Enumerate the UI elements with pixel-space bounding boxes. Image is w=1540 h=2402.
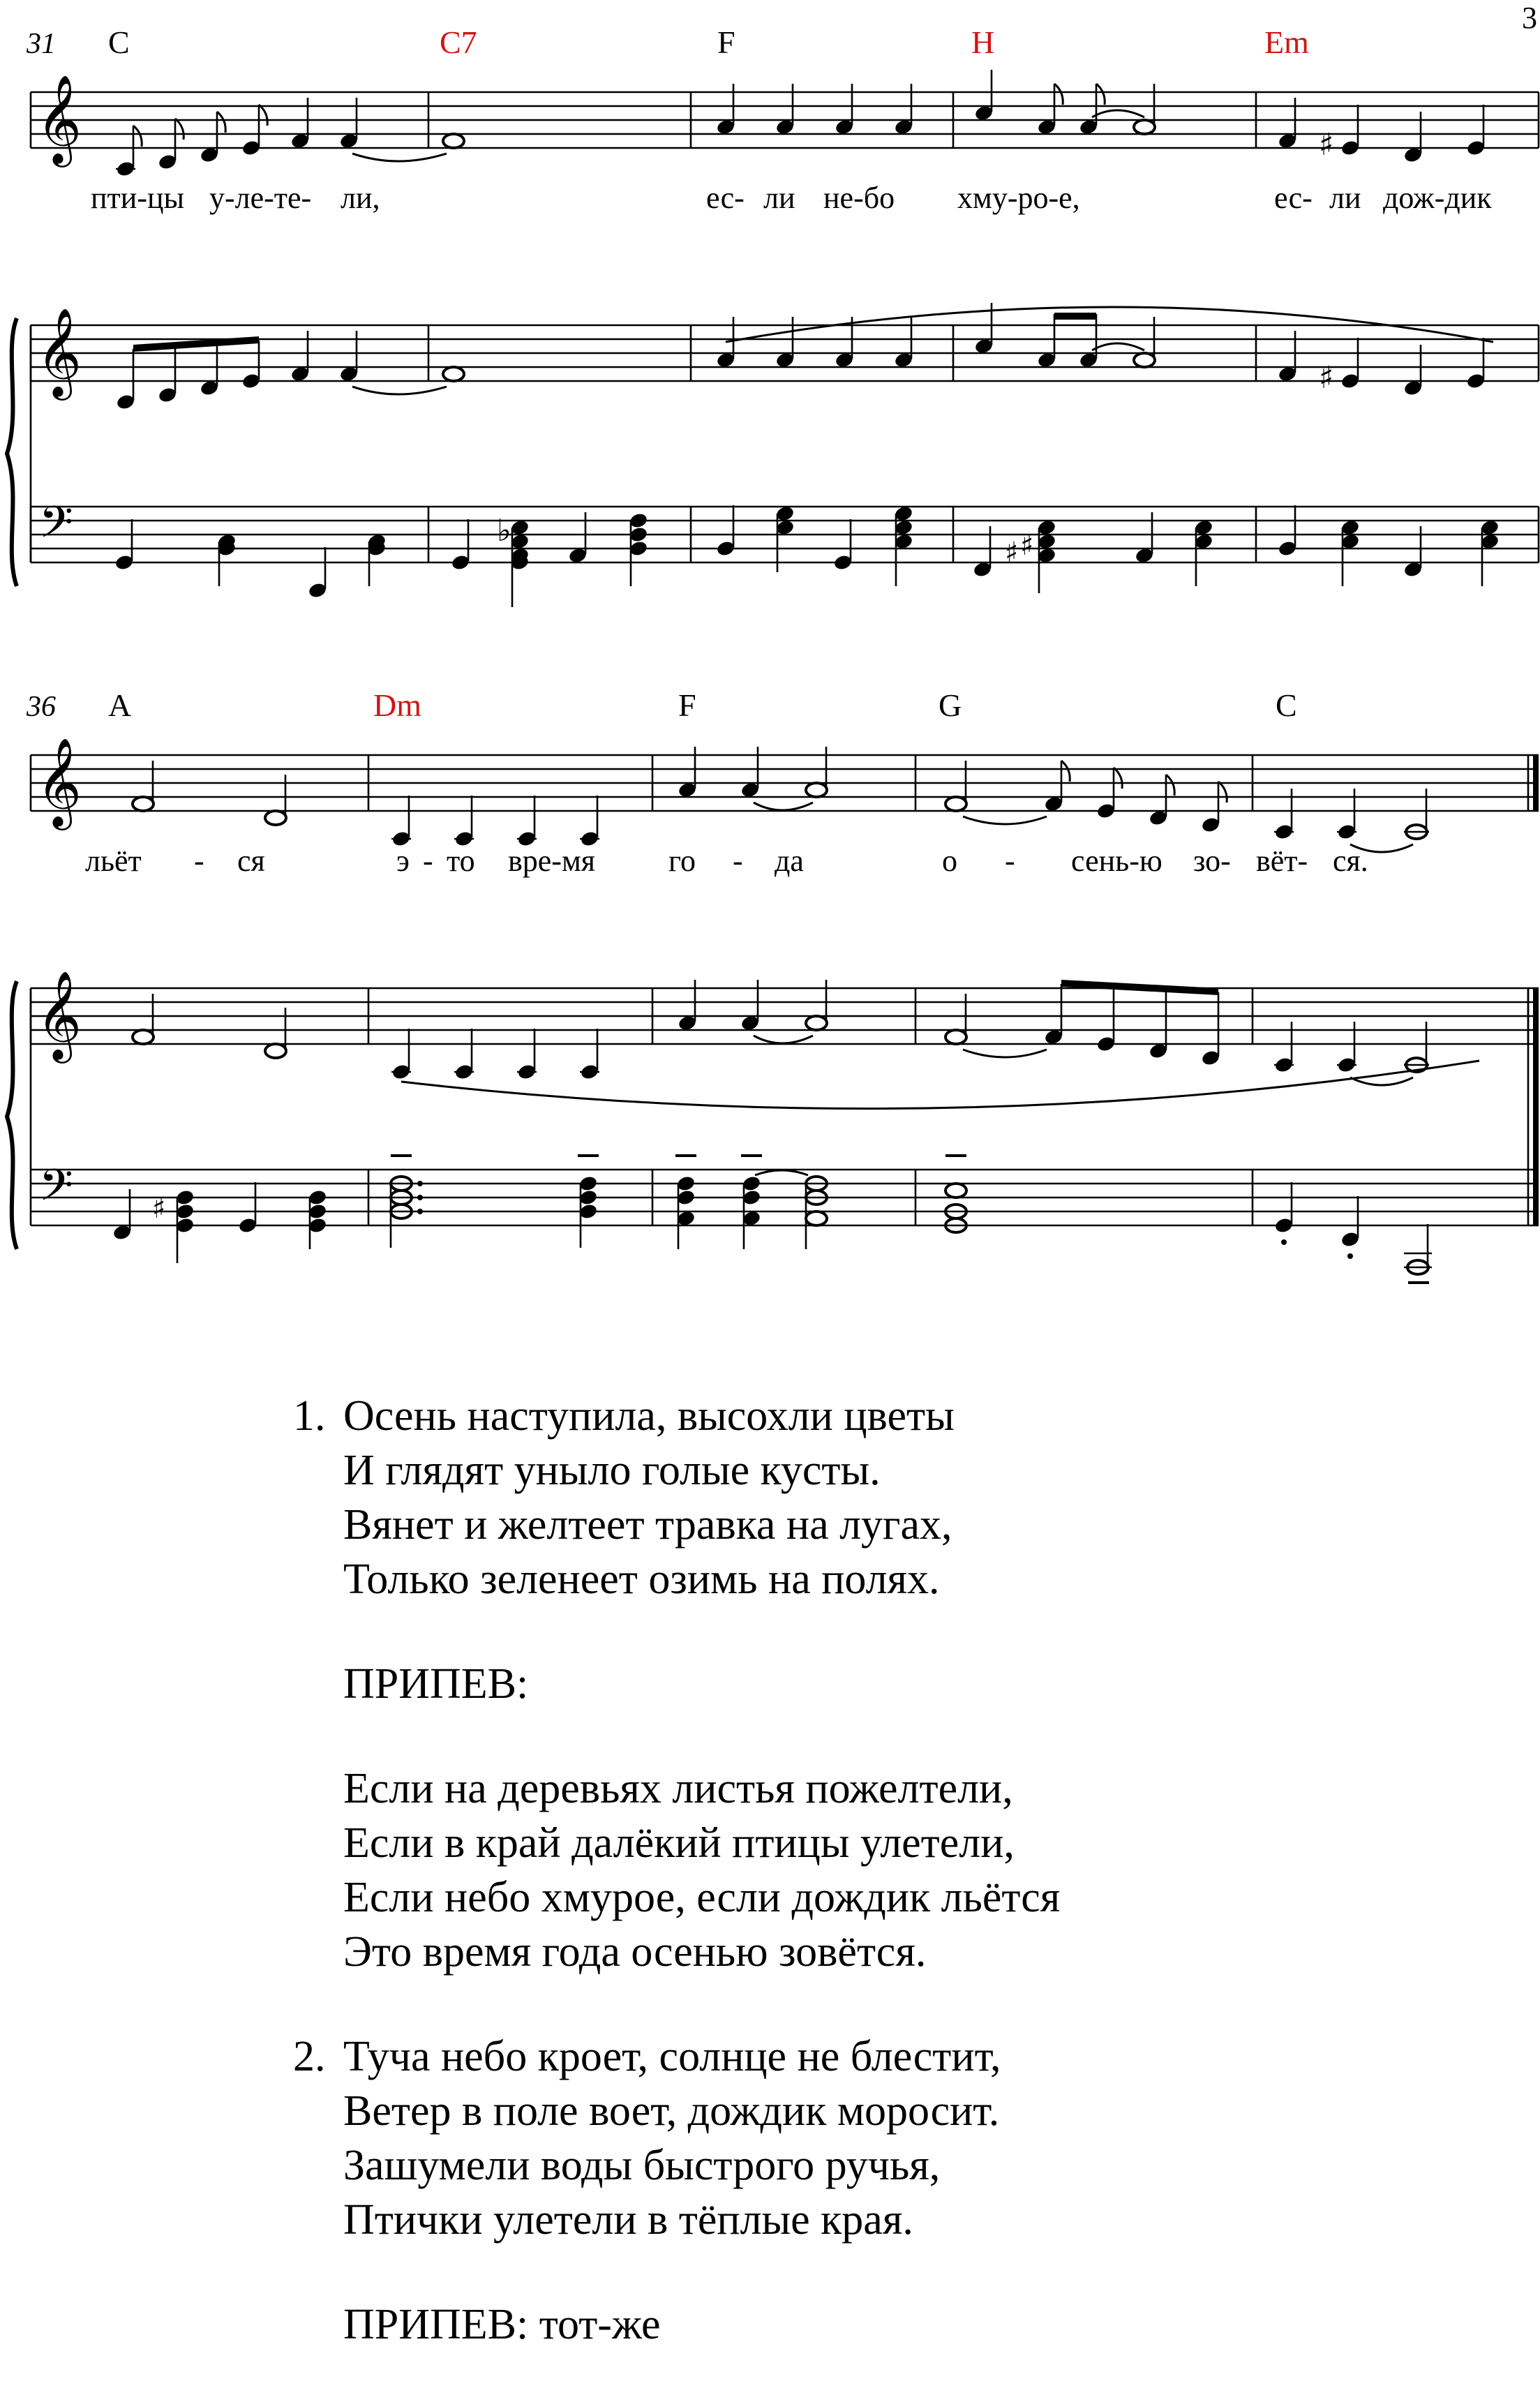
- svg-text:♯: ♯: [1005, 537, 1019, 569]
- lyric-syllable: -: [423, 844, 433, 878]
- lyric-syllable: вре-мя: [508, 844, 596, 878]
- lyric-syllable: ся: [237, 844, 265, 878]
- lyric-syllable: го: [668, 844, 696, 878]
- svg-text:♯: ♯: [1020, 530, 1034, 562]
- lyric-syllable: ли,: [341, 181, 380, 215]
- stanza-1: [293, 1389, 1479, 1606]
- music-system-1: [0, 21, 1540, 593]
- refrain-line: Если небо хмурое, если дождик льётся: [343, 1874, 1061, 1921]
- stanza-2: [293, 2029, 1479, 2247]
- lyrics-text-block: [293, 1389, 1479, 2402]
- stanza-line: И глядят уныло голые кусты.: [343, 1447, 881, 1494]
- lyric-syllable: -: [194, 844, 204, 878]
- refrain-label: ПРИПЕВ:: [343, 1660, 529, 1708]
- chord-symbol: F: [717, 24, 735, 60]
- lyric-syllable: то: [447, 844, 475, 878]
- lyric-syllable: не-бо: [823, 181, 895, 215]
- chord-symbol: H: [971, 24, 995, 60]
- treble-clef-icon: 𝄞: [36, 74, 82, 163]
- lyric-syllable: пти-цы: [91, 181, 185, 215]
- treble-clef-icon: 𝄞: [36, 307, 82, 396]
- lyric-syllable: -: [1005, 844, 1015, 878]
- vocal-notes: [133, 747, 1429, 852]
- measure-number: 36: [27, 691, 56, 723]
- svg-text:♭: ♭: [497, 513, 511, 549]
- vocal-staff: [31, 755, 1539, 811]
- svg-text:♯: ♯: [1319, 360, 1334, 396]
- svg-text:♯: ♯: [1319, 127, 1334, 163]
- stanza-line: Вянет и желтеет травка на лугах,: [343, 1501, 952, 1549]
- lyric-syllable: вёт-: [1256, 844, 1308, 878]
- stanza-number: 2.: [293, 2033, 326, 2080]
- measure-number: 31: [27, 28, 56, 60]
- chord-symbol: Em: [1264, 24, 1309, 60]
- lyric-syllable: дож-дик: [1383, 181, 1492, 215]
- chord-symbol: C7: [440, 24, 477, 60]
- refrain-line: Если в край далёкий птицы улетели,: [343, 1819, 1015, 1867]
- stanza-line: Зашумели воды быстрого ручья,: [343, 2142, 941, 2189]
- svg-text:♯: ♯: [152, 1193, 166, 1225]
- lyric-syllable: э: [396, 844, 410, 878]
- stanza-line: Птички улетели в тёплые края.: [343, 2196, 913, 2244]
- refrain-line: Это время года осенью зовётся.: [343, 1928, 927, 1976]
- stanza-line: Осень наступила, высохли цветы: [343, 1392, 955, 1440]
- stanza-line: Только зеленеет озимь на полях.: [343, 1556, 940, 1603]
- lyric-syllable: ся.: [1333, 844, 1368, 878]
- treble-clef-icon: 𝄞: [36, 970, 82, 1059]
- piano-lh-staff: [31, 1170, 1539, 1225]
- refrain-repeat-label: ПРИПЕВ: тот-же: [343, 2301, 661, 2348]
- music-system-2: [0, 684, 1540, 1298]
- chord-symbol: A: [108, 687, 132, 723]
- stanza-number: 1.: [293, 1392, 326, 1440]
- vocal-notes: [116, 70, 1486, 178]
- stanza-line: Туча небо кроет, солнце не блестит,: [343, 2033, 1001, 2080]
- chord-symbol: G: [939, 687, 962, 723]
- lyric-syllable: у-ле-те-: [209, 181, 312, 215]
- lyric-syllable: о: [942, 844, 957, 878]
- lyric-syllable: зо-: [1193, 844, 1231, 878]
- score-svg-2: [0, 684, 1540, 1298]
- lyric-syllable: сень-ю: [1071, 844, 1163, 878]
- piano-rh-notes: [116, 303, 1493, 411]
- lyric-syllable: да: [775, 844, 804, 878]
- lyric-syllable: ли: [763, 181, 795, 215]
- chord-symbol: F: [678, 687, 696, 723]
- bass-clef-icon: 𝄢: [39, 496, 73, 558]
- lyric-syllable: ли: [1329, 181, 1361, 215]
- lyric-syllable: льёт: [85, 844, 142, 878]
- chord-symbol: C: [108, 24, 130, 60]
- lyric-syllable: ес-: [706, 181, 745, 215]
- refrain-line: Если на деревьях листья пожелтели,: [343, 1765, 1013, 1812]
- piano-brace-icon: [7, 318, 17, 586]
- chord-symbol: Dm: [373, 687, 421, 723]
- piano-brace-icon: [7, 981, 17, 1249]
- bass-clef-icon: 𝄢: [39, 1159, 73, 1221]
- stanza-line: Ветер в поле воет, дождик моросит.: [343, 2087, 1000, 2135]
- piano-rh-staff: [31, 325, 1539, 381]
- page-number: 3: [1522, 1, 1537, 35]
- refrain: [293, 1761, 1479, 1979]
- lyric-syllable: ес-: [1274, 181, 1313, 215]
- score-svg-1: [0, 21, 1540, 593]
- piano-lh-notes: [112, 1154, 1432, 1284]
- lyric-syllable: -: [733, 844, 743, 878]
- lyric-syllable: хму-ро-е,: [957, 181, 1080, 215]
- treble-clef-icon: 𝄞: [36, 737, 82, 826]
- piano-rh-staff: [31, 988, 1539, 1044]
- vocal-staff: [31, 92, 1539, 148]
- chord-symbol: C: [1276, 687, 1297, 723]
